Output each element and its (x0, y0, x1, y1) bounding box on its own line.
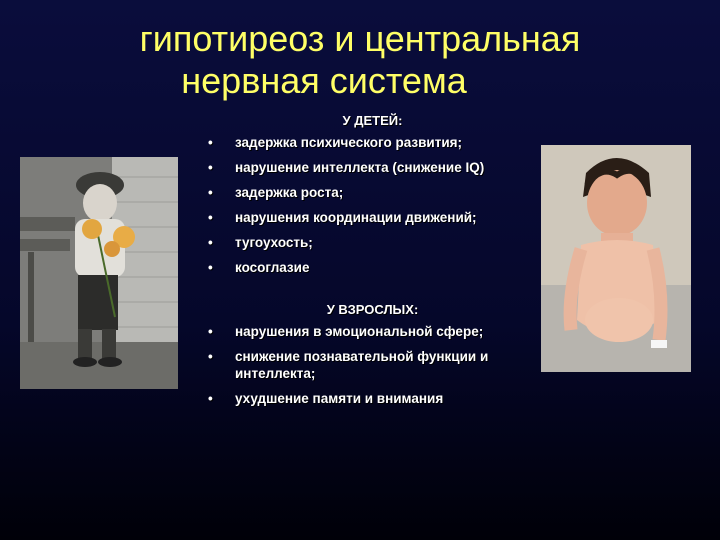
list-item (195, 323, 530, 340)
bullet: • (208, 135, 213, 150)
adults-list (195, 323, 530, 407)
list-item (195, 234, 530, 251)
slide-body (195, 113, 530, 415)
slide-title-line-1: гипотиреоз и центральная (139, 18, 581, 59)
list-item (195, 348, 530, 382)
list-item-text: задержка психического развития; (235, 135, 462, 150)
child-with-flowers-photo (20, 157, 178, 389)
bullet: • (208, 235, 213, 250)
children-heading: У ДЕТЕЙ: (342, 113, 403, 128)
list-item-text: нарушения в эмоциональной сфере; (235, 324, 484, 339)
child-hypothyroidism-photo (541, 145, 691, 372)
list-item (195, 159, 530, 176)
bullet: • (208, 391, 213, 406)
list-item-text: нарушения координации движений; (235, 210, 477, 225)
list-item (195, 209, 530, 226)
list-item-text: косоглазие (235, 260, 310, 275)
list-item-text: ухудшение памяти и внимания (235, 391, 444, 406)
list-item-text: задержка роста; (235, 185, 344, 200)
list-item-text: снижение познавательной функции и интеллекта; (235, 349, 489, 381)
bullet: • (208, 349, 213, 364)
children-list (195, 134, 530, 276)
bullet: • (208, 160, 213, 175)
list-item-text: тугоухость; (235, 235, 313, 250)
list-item (195, 184, 530, 201)
list-item (195, 390, 530, 407)
slide-title-line-2: нервная система (181, 60, 467, 101)
slide-title (0, 18, 720, 102)
adults-heading: У ВЗРОСЛЫХ: (326, 302, 419, 317)
bullet: • (208, 260, 213, 275)
bullet: • (208, 185, 213, 200)
list-item (195, 134, 530, 151)
bullet: • (208, 324, 213, 339)
list-item (195, 259, 530, 276)
bullet: • (208, 210, 213, 225)
list-item-text: нарушение интеллекта (снижение IQ) (235, 160, 485, 175)
